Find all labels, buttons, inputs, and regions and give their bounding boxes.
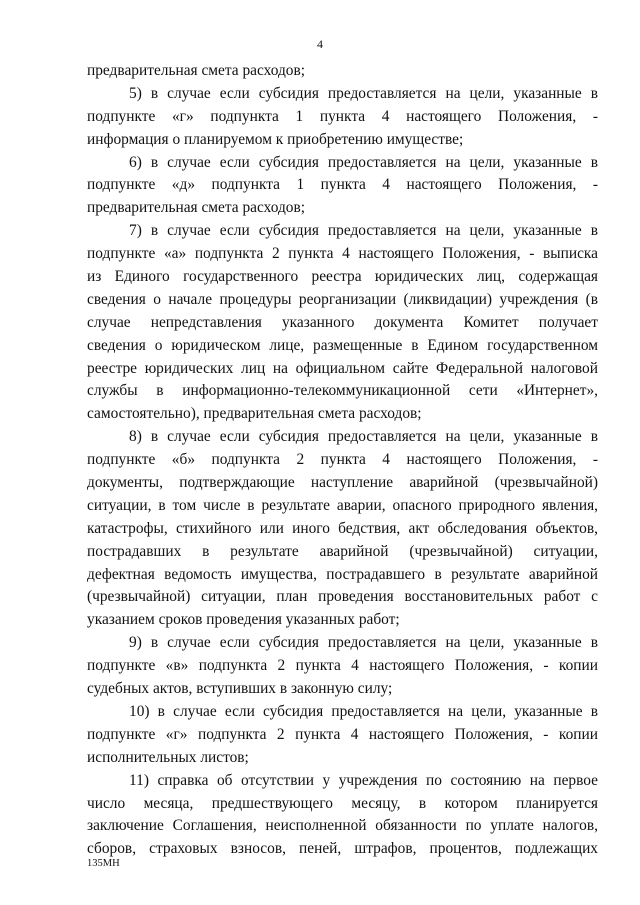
text-line: подпункте «д» подпункта 1 пункта 4 настоящего Положения, - bbox=[87, 176, 598, 194]
document-code: 135МН bbox=[87, 858, 120, 869]
text-line: информация о планируемом к приобретению имуществе; bbox=[87, 130, 464, 148]
text-line: 11) справка об отсутствии у учреждения по состоянию на первое bbox=[129, 771, 598, 789]
text-line: пострадавших в результате аварийной (чрезвычайной) ситуации, bbox=[87, 542, 598, 560]
text-line: 10) в случае если субсидия предоставляется на цели, указанные в bbox=[129, 702, 598, 720]
text-line: 8) в случае если субсидия предоставляется на цели, указанные в bbox=[129, 428, 598, 446]
text-line: дефектная ведомость имущества, пострадавшего в результате аварийной bbox=[87, 565, 598, 583]
text-line: судебных актов, вступивших в законную силу; bbox=[87, 680, 393, 698]
text-line: предварительная смета расходов; bbox=[87, 62, 306, 79]
text-line: ситуации, в том числе в результате аварии, опасного природного явления, bbox=[87, 496, 598, 514]
text-line: 6) в случае если субсидия предоставляется на цели, указанные в bbox=[129, 153, 598, 171]
text-line: сведения о начале процедуры реорганизации (ликвидации) учреждения (в bbox=[87, 290, 598, 308]
text-line: заключение Соглашения, неисполненной обязанности по уплате налогов, bbox=[87, 817, 598, 835]
text-line: (чрезвычайной) ситуации, план проведения восстановительных работ с bbox=[87, 588, 598, 606]
text-line: предварительная смета расходов; bbox=[87, 199, 306, 217]
text-line: подпункте «г» подпункта 2 пункта 4 настоящего Положения, - копии bbox=[87, 725, 598, 743]
text-line: случае непредставления указанного документа Комитет получает bbox=[87, 313, 598, 331]
text-line: исполнительных листов; bbox=[87, 748, 249, 766]
text-line: подпункте «г» подпункта 1 пункта 4 настоящего Положения, - bbox=[87, 107, 598, 125]
text-line: катастрофы, стихийного или иного бедствия, акт обследования объектов, bbox=[87, 519, 598, 537]
document-body bbox=[87, 60, 598, 861]
text-line: 5) в случае если субсидия предоставляется на цели, указанные в bbox=[129, 84, 598, 102]
text-line: реестре юридических лиц на официальном сайте Федеральной налоговой bbox=[87, 359, 598, 377]
text-line: самостоятельно), предварительная смета расходов; bbox=[87, 405, 422, 423]
text-line: подпункте «в» подпункта 2 пункта 4 настоящего Положения, - копии bbox=[87, 657, 598, 675]
page-number: 4 bbox=[317, 37, 323, 51]
text-line: документы, подтверждающие наступление аварийной (чрезвычайной) bbox=[87, 474, 598, 492]
text-line: из Единого государственного реестра юридических лиц, содержащая bbox=[87, 268, 598, 286]
text-line: 9) в случае если субсидия предоставляется на цели, указанные в bbox=[129, 634, 598, 652]
text-line: 7) в случае если субсидия предоставляется на цели, указанные в bbox=[129, 222, 598, 240]
text-line: подпункте «а» подпункта 2 пункта 4 настоящего Положения, - выписка bbox=[87, 245, 598, 263]
text-line: подпункте «б» подпункта 2 пункта 4 настоящего Положения, - bbox=[87, 451, 598, 469]
text-line: сборов, страховых взносов, пеней, штрафов, процентов, подлежащих bbox=[87, 840, 598, 858]
text-line: сведения о юридическом лице, размещенные в Едином государственном bbox=[87, 336, 598, 354]
text-line: службы в информационно-телекоммуникационной сети «Интернет», bbox=[87, 382, 598, 400]
text-line: указанием сроков проведения указанных работ; bbox=[87, 611, 400, 629]
text-line: число месяца, предшествующего месяцу, в котором планируется bbox=[87, 794, 598, 812]
